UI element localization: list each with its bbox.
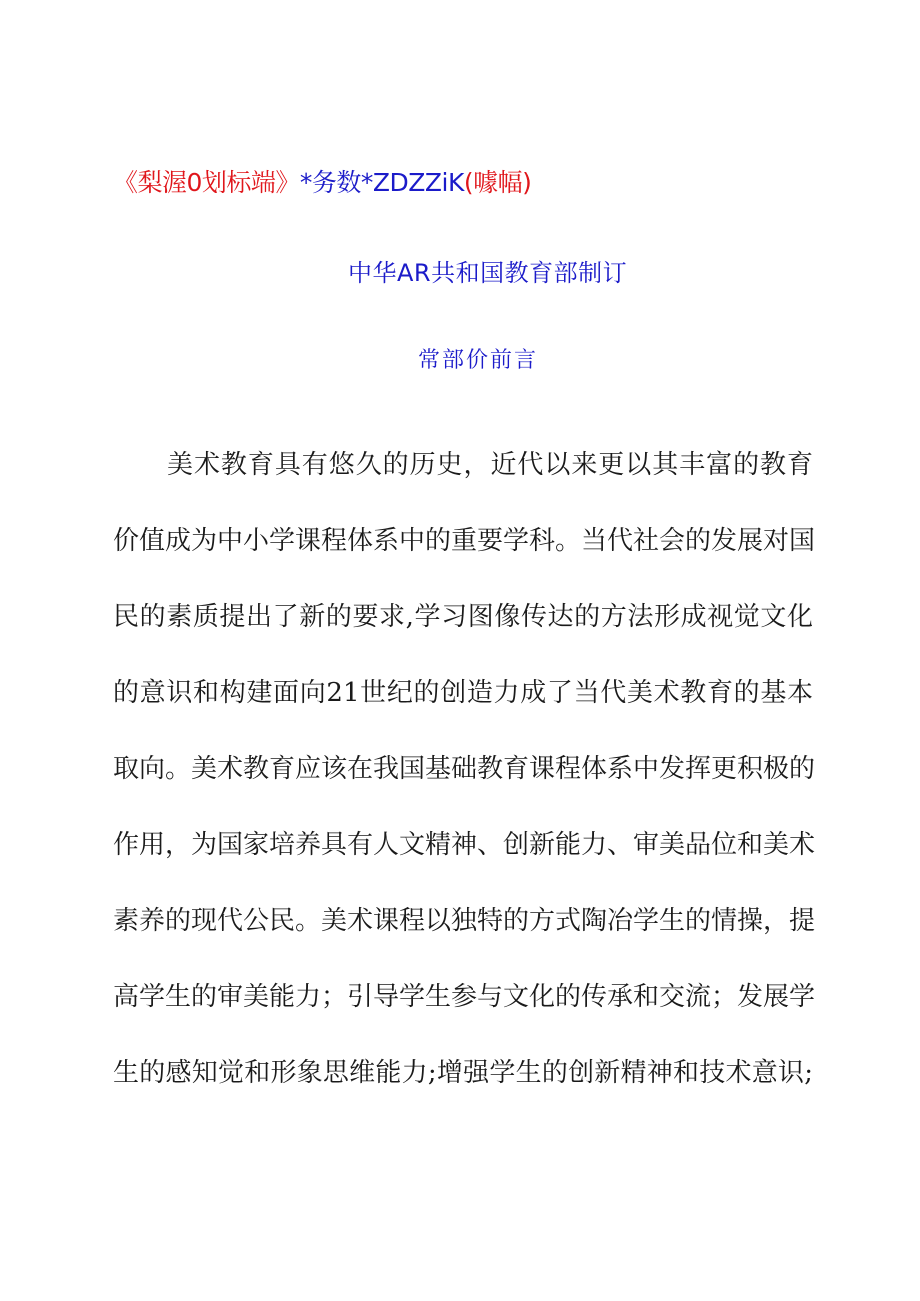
paragraph-line: 美术教育具有悠久的历史，近代以来更以其丰富的教育 xyxy=(167,450,813,480)
paragraph-line: 生的感知觉和形象思维能力;增强学生的创新精神和技术意识; xyxy=(113,1058,813,1088)
document-title xyxy=(113,163,753,203)
document-subtitle: 中华AR共和国教育部制订 xyxy=(348,259,628,287)
paragraph-line: 取向。美术教育应该在我国基础教育课程体系中发挥更积极的 xyxy=(113,754,816,784)
paragraph-line: 作用，为国家培养具有人文精神、创新能力、审美品位和美术 xyxy=(113,830,816,860)
body-paragraph xyxy=(113,436,816,1120)
paragraph-line: 的意识和构建面向21世纪的创造力成了当代美术教育的基本 xyxy=(113,678,813,708)
paragraph-line: 高学生的审美能力；引导学生参与文化的传承和交流；发展学 xyxy=(113,982,816,1012)
title-part-red-1: 《梨渥0划标端》 xyxy=(113,168,300,197)
section-heading: 常部价前言 xyxy=(418,348,539,373)
title-part-red-2: (噱幅) xyxy=(463,168,532,197)
title-part-blue: *务数*ZDZZiK xyxy=(299,168,464,197)
paragraph-line: 民的素质提出了新的要求,学习图像传达的方法形成视觉文化 xyxy=(113,602,813,632)
paragraph-line: 素养的现代公民。美术课程以独特的方式陶冶学生的情操，提 xyxy=(113,906,816,936)
paragraph-line: 价值成为中小学课程体系中的重要学科。当代社会的发展对国 xyxy=(113,526,816,556)
